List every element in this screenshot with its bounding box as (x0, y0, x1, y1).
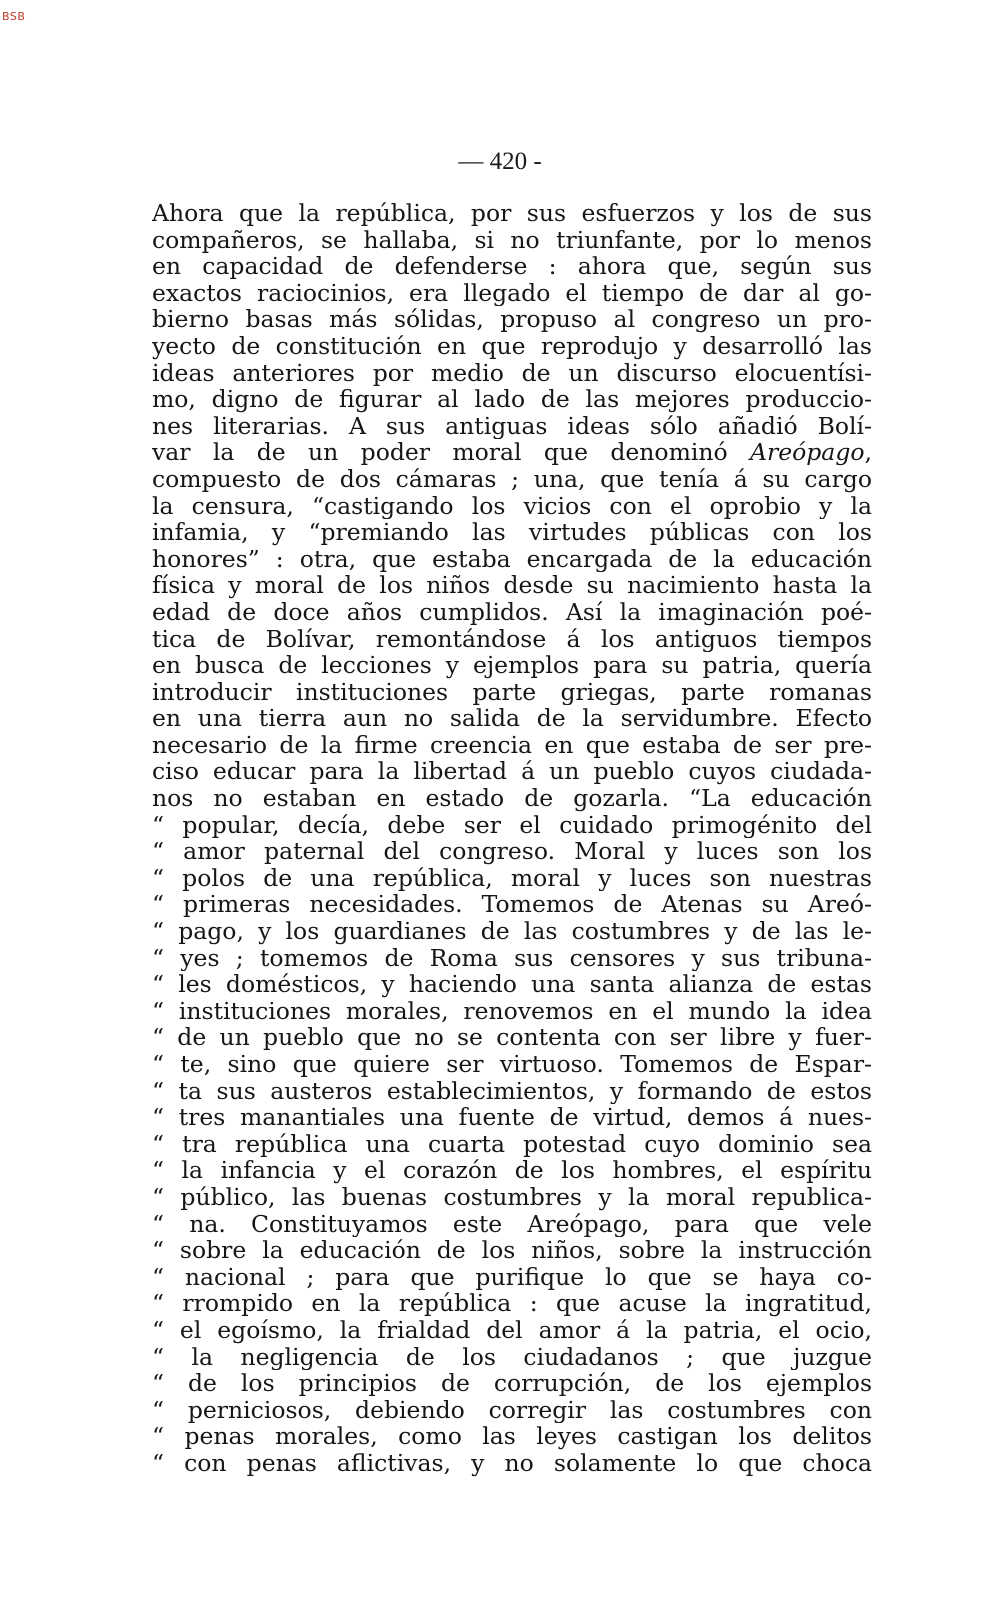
text-line: introducir instituciones parte griegas, parte romanas (152, 678, 872, 706)
text-line: compañeros, se hallaba, si no triunfante, por lo menos (152, 226, 872, 254)
text-line: “ yes ; tomemos de Roma sus censores y sus tribuna- (152, 944, 872, 972)
text-line: “ pago, y los guardianes de las costumbres y de las le- (152, 918, 872, 945)
text-line: “ tra república una cuarta potestad cuyo dominio sea (152, 1130, 872, 1158)
text-line: yecto de constitución en que reprodujo y desarrolló las (152, 332, 872, 360)
text-line: “ te, sino que quiere ser virtuoso. Tomemos de Espar- (152, 1051, 872, 1078)
italic-term: Areópago (750, 439, 865, 466)
body-text (152, 200, 872, 1477)
text-line: “ la infancia y el corazón de los hombres, el espíritu (152, 1157, 872, 1184)
text-line: “ na. Constituyamos este Areópago, para que vele (152, 1210, 872, 1238)
text-line: “ tres manantiales una fuente de virtud, demos á nues- (152, 1104, 872, 1131)
text-line: exactos raciocinios, era llegado el tiempo de dar al go- (152, 279, 872, 307)
text-line: compuesto de dos cámaras ; una, que tenía á su cargo (152, 465, 872, 493)
text-line: en capacidad de defenderse : ahora que, según sus (152, 253, 872, 280)
text-line: “ de un pueblo que no se contenta con ser libre y fuer- (152, 1024, 872, 1051)
text-line: “ sobre la educación de los niños, sobre la instrucción (152, 1237, 872, 1264)
text-line: “ popular, decía, debe ser el cuidado primogénito del (152, 811, 872, 839)
text-line: infamia, y “premiando las virtudes públicas con los (152, 519, 872, 546)
text-line: ciso educar para la libertad á un pueblo cuyos ciudada- (152, 758, 872, 786)
text-line: física y moral de los niños desde su nacimiento hasta la (152, 572, 872, 599)
text-line: la censura, “castigando los vicios con el oprobio y la (152, 492, 872, 520)
text-line: en busca de lecciones y ejemplos para su patria, quería (152, 652, 872, 679)
text-line: Ahora que la república, por sus esfuerzos y los de sus (152, 200, 872, 227)
text-line: “ primeras necesidades. Tomemos de Atenas su Areó- (152, 891, 872, 919)
text-line: “ el egoísmo, la frialdad del amor á la patria, el ocio, (152, 1316, 872, 1344)
text-line: mo, digno de figurar al lado de las mejores produccio- (152, 386, 872, 413)
text-line: “ de los principios de corrupción, de los ejemplos (152, 1370, 872, 1397)
text-line: nos no estaban en estado de gozarla. “La educación (152, 785, 872, 812)
text-line: “ les domésticos, y haciendo una santa alianza de estas (152, 971, 872, 998)
text-line: honores” : otra, que estaba encargada de la educación (152, 545, 872, 573)
text-line: tica de Bolívar, remontándose á los antiguos tiempos (152, 625, 872, 653)
text-line: “ con penas aflictivas, y no solamente lo que choca (152, 1449, 872, 1477)
text-line: edad de doce años cumplidos. Así la imaginación poé- (152, 598, 872, 626)
text-line: en una tierra aun no salida de la servidumbre. Efecto (152, 705, 872, 732)
text-line: necesario de la firme creencia en que estaba de ser pre- (152, 731, 872, 759)
text-line: nes literarias. A sus antiguas ideas sólo añadió Bolí- (152, 412, 872, 440)
library-watermark: BSB (2, 10, 26, 23)
text-line: “ la negligencia de los ciudadanos ; que juzgue (152, 1343, 872, 1371)
page-number: — 420 - (458, 148, 542, 175)
text-line: “ amor paternal del congreso. Moral y luces son los (152, 838, 872, 865)
text-line: ideas anteriores por medio de un discurso elocuentísi- (152, 359, 872, 387)
text-line: “ nacional ; para que purifique lo que se haya co- (152, 1263, 872, 1291)
text-line: “ rrompido en la república : que acuse la ingratitud, (152, 1290, 872, 1317)
text-line: “ polos de una república, moral y luces son nuestras (152, 864, 872, 892)
text-line: “ ta sus austeros establecimientos, y formando de estos (152, 1077, 872, 1105)
text-line: var la de un poder moral que denominó Areópago, (152, 439, 872, 466)
text-line: “ penas morales, como las leyes castigan los delitos (152, 1423, 872, 1450)
text-line: “ perniciosos, debiendo corregir las costumbres con (152, 1396, 872, 1424)
text-line: “ público, las buenas costumbres y la moral republica- (152, 1183, 872, 1211)
text-line: bierno basas más sólidas, propuso al congreso un pro- (152, 306, 872, 333)
text-line: “ instituciones morales, renovemos en el mundo la idea (152, 997, 872, 1025)
